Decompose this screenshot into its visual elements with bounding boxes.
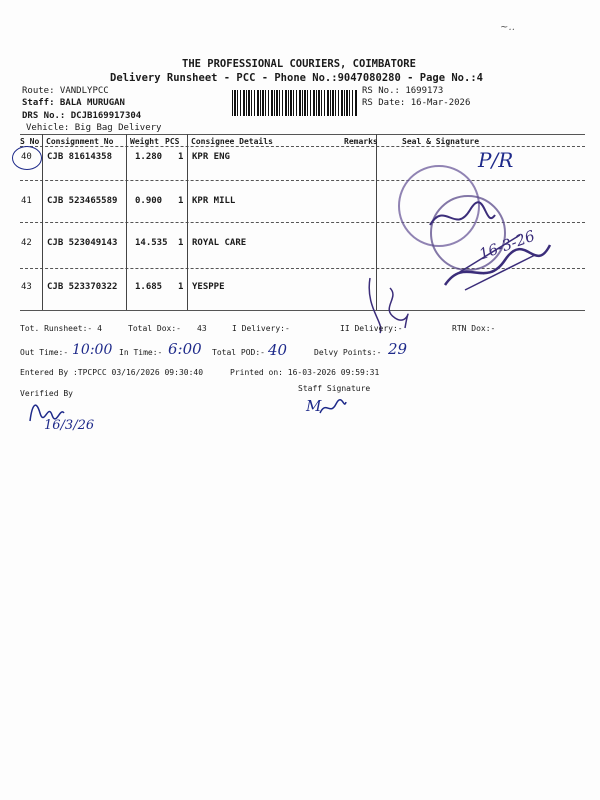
- rs-date: RS Date: 16-Mar-2026: [362, 98, 471, 108]
- rtn-dox-label: RTN Dox:-: [452, 324, 496, 333]
- col-sno: S No: [20, 137, 40, 146]
- staff-signature: M: [306, 397, 322, 415]
- i-delivery-label: I Delivery:-: [232, 324, 290, 333]
- col-weight: Weight: [130, 137, 159, 146]
- stamp-date: 16-3-26: [476, 226, 538, 264]
- out-time-label: Out Time:-: [20, 348, 69, 357]
- table-top-border: [20, 134, 585, 135]
- out-time-value: 10:00: [72, 342, 113, 358]
- column-divider: [187, 134, 188, 310]
- col-pcs: PCS: [165, 137, 180, 146]
- ii-delivery-label: II Delivery:-: [340, 324, 403, 333]
- col-seal: Seal & Signature: [402, 137, 480, 146]
- row-sno: 41: [21, 196, 32, 206]
- row-sno: 42: [21, 238, 32, 248]
- row-pcs: 1: [178, 282, 184, 292]
- handwritten-pr: P/R: [478, 148, 514, 172]
- vehicle-label: Vehicle: Big Bag Delivery: [26, 123, 162, 133]
- verified-by-label: Verified By: [20, 389, 73, 398]
- delivery-points-label: Delvy Points:-: [314, 348, 382, 357]
- row-weight: 0.900: [135, 196, 163, 206]
- row-weight: 1.685: [135, 282, 163, 292]
- row-consignee: ROYAL CARE: [192, 238, 247, 248]
- delivery-points-value: 29: [388, 340, 408, 358]
- col-consignee: Consignee Details: [191, 137, 273, 146]
- barcode: [232, 90, 357, 116]
- in-time-value: 6:00: [168, 340, 202, 358]
- row-divider: [20, 180, 585, 181]
- row-pcs: 1: [178, 196, 184, 206]
- total-pod-value: 40: [268, 341, 288, 359]
- entered-by: Entered By :TPCPCC 03/16/2026 09:30:40: [20, 368, 204, 377]
- column-divider: [42, 134, 43, 310]
- column-divider: [126, 134, 127, 310]
- staff-signature-scribble: [318, 398, 348, 418]
- row-sno: 40: [21, 152, 32, 162]
- row-sno: 43: [21, 282, 32, 292]
- row-consignment: CJB 523049143: [47, 238, 118, 248]
- row-consignee: KPR MILL: [192, 196, 236, 206]
- runsheet-subtitle: Delivery Runsheet - PCC - Phone No.:9047080280 - Page No.:4: [110, 72, 483, 84]
- total-runsheet: Tot. Runsheet:- 4: [20, 324, 102, 333]
- printed-on: Printed on: 16-03-2026 09:59:31: [230, 368, 380, 377]
- total-pod-label: Total POD:-: [212, 348, 265, 357]
- row-consignment: CJB 523465589: [47, 196, 118, 206]
- row-weight: 1.280: [135, 152, 163, 162]
- row-consignee: KPR ENG: [192, 152, 230, 162]
- row-consignment: CJB 523370322: [47, 282, 118, 292]
- route-label: Route: VANDLYPCC: [22, 86, 109, 96]
- drs-label: DRS No.: DCJB169917304: [22, 111, 142, 121]
- circle-mark: [12, 146, 42, 170]
- header-bottom-border: [20, 146, 585, 147]
- staff-signature-label: Staff Signature: [298, 384, 371, 393]
- corner-scribble: ~‥: [500, 22, 516, 33]
- staff-label: Staff: BALA MURUGAN: [22, 98, 125, 108]
- in-time-label: In Time:-: [119, 348, 163, 357]
- company-title: THE PROFESSIONAL COURIERS, COIMBATORE: [182, 58, 416, 70]
- total-dox-value: 43: [197, 324, 207, 333]
- verified-date: 16/3/26: [44, 418, 95, 433]
- col-remarks: Remarks: [344, 137, 378, 146]
- row-consignee: YESPPE: [192, 282, 225, 292]
- row-pcs: 1: [178, 152, 184, 162]
- row-weight: 14.535: [135, 238, 168, 248]
- col-consignment: Consignment No: [46, 137, 114, 146]
- row-pcs: 1: [178, 238, 184, 248]
- rs-number: RS No.: 1699173: [362, 86, 444, 96]
- row-consignment: CJB 81614358: [47, 152, 113, 162]
- total-dox-label: Total Dox:-: [128, 324, 181, 333]
